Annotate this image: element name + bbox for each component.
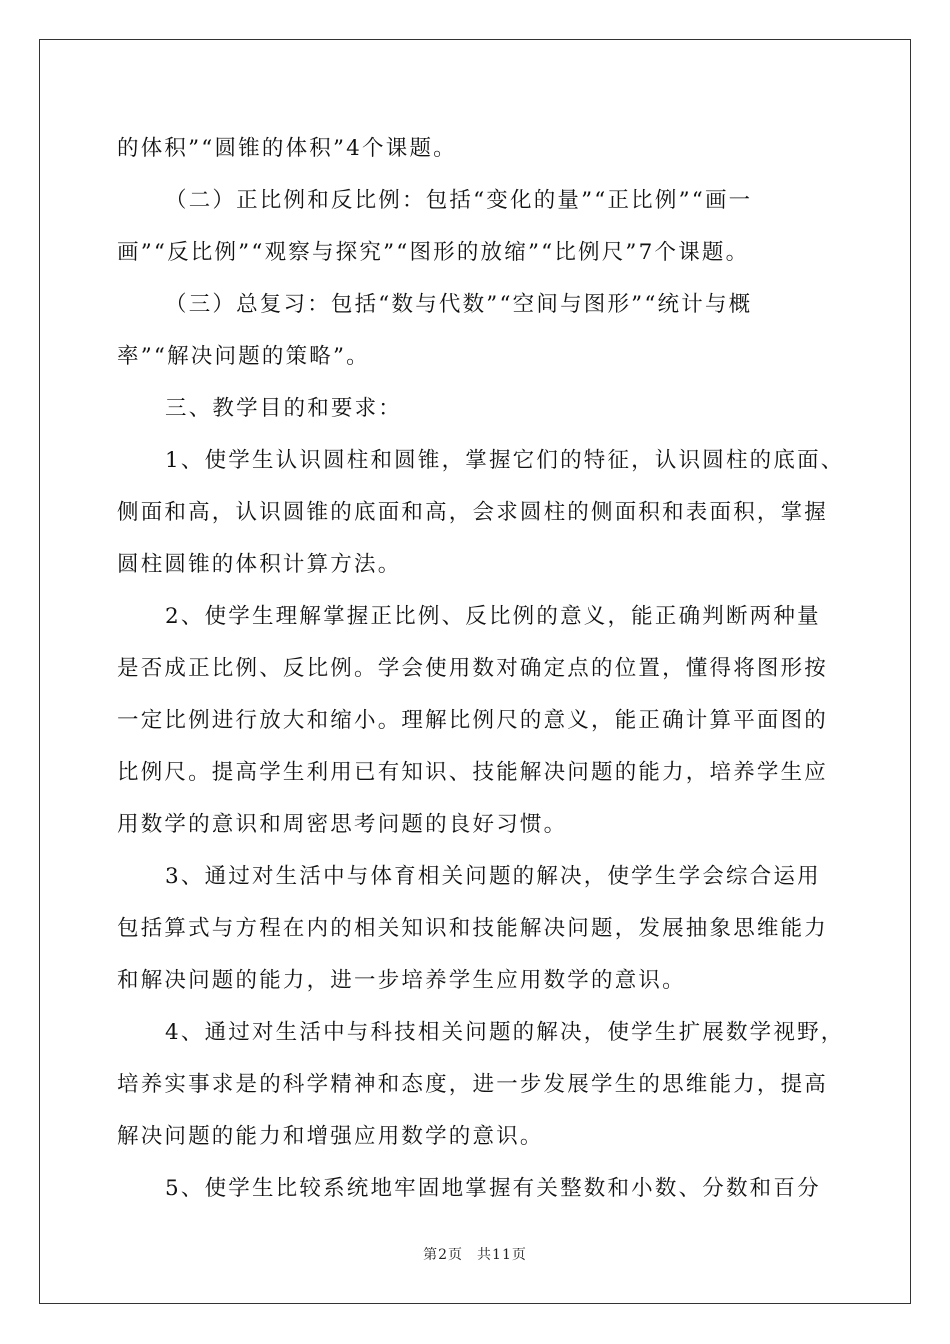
text-line: 解决问题的能力和增强应用数学的意识。 xyxy=(117,1124,544,1149)
text-line: 率”“解决问题的策略”。 xyxy=(117,344,370,369)
page-footer xyxy=(0,1244,950,1264)
text-line: 1、使学生认识圆柱和圆锥，掌握它们的特征，认识圆柱的底面、 xyxy=(165,448,845,473)
text-line: （二）正比例和反比例：包括“变化的量”“正比例”“画一 xyxy=(165,188,753,213)
text-line: 用数学的意识和周密思考问题的良好习惯。 xyxy=(117,812,568,837)
text-line: 的体积”“圆锥的体积”4个课题。 xyxy=(117,136,457,161)
text-line: 三、教学目的和要求： xyxy=(165,396,403,421)
text-line: 侧面和高，认识圆锥的底面和高，会求圆柱的侧面积和表面积，掌握 xyxy=(117,500,829,525)
text-line: 3、通过对生活中与体育相关问题的解决，使学生学会综合运用 xyxy=(165,864,821,889)
text-line: （三）总复习：包括“数与代数”“空间与图形”“统计与概 xyxy=(165,292,753,317)
page-number: 第2页 xyxy=(423,1247,464,1263)
text-line: 比例尺。提高学生利用已有知识、技能解决问题的能力，培养学生应 xyxy=(117,760,829,785)
text-line: 2、使学生理解掌握正比例、反比例的意义，能正确判断两种量 xyxy=(165,604,821,629)
document-body xyxy=(117,123,845,1215)
text-line: 一定比例进行放大和缩小。理解比例尺的意义，能正确计算平面图的 xyxy=(117,708,829,733)
text-line: 和解决问题的能力，进一步培养学生应用数学的意识。 xyxy=(117,968,686,993)
text-line: 5、使学生比较系统地牢固地掌握有关整数和小数、分数和百分 xyxy=(165,1176,821,1201)
text-line: 4、通过对生活中与科技相关问题的解决，使学生扩展数学视野， xyxy=(165,1020,845,1045)
text-line: 圆柱圆锥的体积计算方法。 xyxy=(117,552,402,577)
text-line: 是否成正比例、反比例。学会使用数对确定点的位置，懂得将图形按 xyxy=(117,656,829,681)
text-line: 培养实事求是的科学精神和态度，进一步发展学生的思维能力，提高 xyxy=(117,1072,829,1097)
text-line: 画”“反比例”“观察与探究”“图形的放缩”“比例尺”7个课题。 xyxy=(117,240,750,265)
text-line: 包括算式与方程在内的相关知识和技能解决问题，发展抽象思维能力 xyxy=(117,916,829,941)
page-total: 共11页 xyxy=(477,1247,527,1263)
